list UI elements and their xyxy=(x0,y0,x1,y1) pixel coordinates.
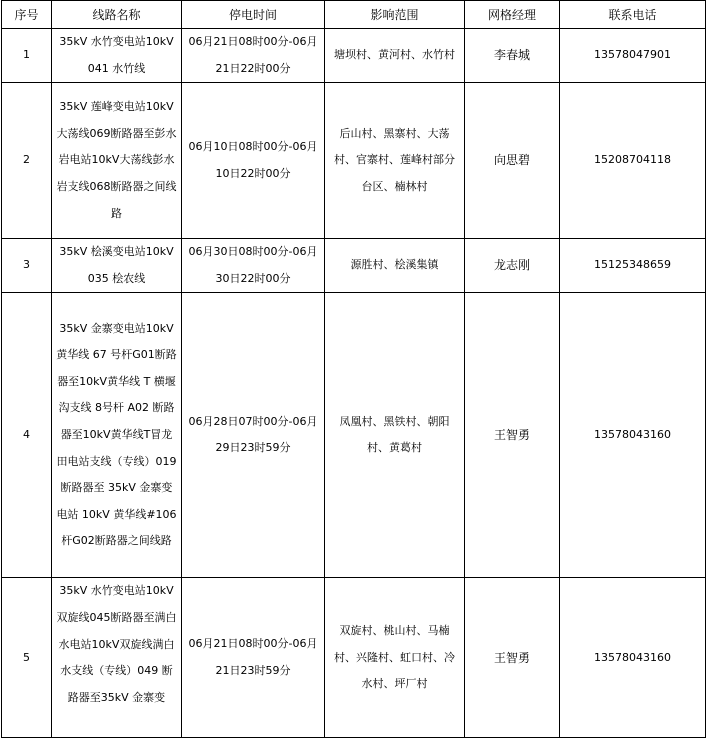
outage-time-cell: 06月28日07时00分-06月29日23时59分 xyxy=(182,293,325,578)
outage-time-cell: 06月10日08时00分-06月10日22时00分 xyxy=(182,83,325,239)
line-name-cell: 35kV 金寨变电站10kV 黄华线 67 号杆G01断路器至10kV黄华线 T 横堰沟支线 8号杆 A02 断路器至10kV黄华线T冒龙田电站支线（专线）019断路器至 35kV 金寨变电站 10kV 黄华线#106杆G02断路器之间线路 xyxy=(52,293,182,578)
table-row xyxy=(2,293,706,578)
affected-area-cell: 凤凰村、黑铁村、朝阳村、黄葛村 xyxy=(325,293,465,578)
outage-time-cell: 06月21日08时00分-06月21日22时00分 xyxy=(182,29,325,83)
affected-area-cell: 双旋村、桃山村、马楠村、兴隆村、虹口村、冷水村、坪厂村 xyxy=(325,578,465,738)
seq-cell: 3 xyxy=(2,239,52,293)
seq-cell: 2 xyxy=(2,83,52,239)
line-name-cell: 35kV 水竹变电站10kV041 水竹线 xyxy=(52,29,182,83)
col-header-seq: 序号 xyxy=(2,1,52,29)
phone-cell: 13578043160 xyxy=(560,293,706,578)
table-row xyxy=(2,239,706,293)
col-header-area: 影响范围 xyxy=(325,1,465,29)
grid-manager-cell: 李春城 xyxy=(465,29,560,83)
seq-cell: 5 xyxy=(2,578,52,738)
table-row xyxy=(2,83,706,239)
header-row xyxy=(2,1,706,29)
line-name-cell: 35kV 莲峰变电站10kV大荡线069断路器至彭水岩电站10kV大荡线彭水岩支线068断路器之间线路 xyxy=(52,83,182,239)
table-row xyxy=(2,29,706,83)
col-header-line: 线路名称 xyxy=(52,1,182,29)
outage-time-cell: 06月21日08时00分-06月21日23时59分 xyxy=(182,578,325,738)
grid-manager-cell: 向思碧 xyxy=(465,83,560,239)
grid-manager-cell: 王智勇 xyxy=(465,578,560,738)
affected-area-cell: 源胜村、桧溪集镇 xyxy=(325,239,465,293)
phone-cell: 13578043160 xyxy=(560,578,706,738)
col-header-manager: 网格经理 xyxy=(465,1,560,29)
grid-manager-cell: 王智勇 xyxy=(465,293,560,578)
phone-cell: 15125348659 xyxy=(560,239,706,293)
col-header-phone: 联系电话 xyxy=(560,1,706,29)
phone-cell: 15208704118 xyxy=(560,83,706,239)
line-name-cell: 35kV 水竹变电站10kV双旋线045断路器至满白水电站10kV双旋线满白水支线（专线）049 断路器至35kV 金寨变 xyxy=(52,578,182,738)
affected-area-cell: 塘坝村、黄河村、水竹村 xyxy=(325,29,465,83)
line-name-cell: 35kV 桧溪变电站10kV035 桧农线 xyxy=(52,239,182,293)
affected-area-cell: 后山村、黑寨村、大荡村、官寨村、莲峰村部分台区、楠林村 xyxy=(325,83,465,239)
outage-time-cell: 06月30日08时00分-06月30日22时00分 xyxy=(182,239,325,293)
seq-cell: 4 xyxy=(2,293,52,578)
col-header-time: 停电时间 xyxy=(182,1,325,29)
seq-cell: 1 xyxy=(2,29,52,83)
outage-table xyxy=(1,0,706,738)
grid-manager-cell: 龙志刚 xyxy=(465,239,560,293)
phone-cell: 13578047901 xyxy=(560,29,706,83)
table-row xyxy=(2,578,706,738)
